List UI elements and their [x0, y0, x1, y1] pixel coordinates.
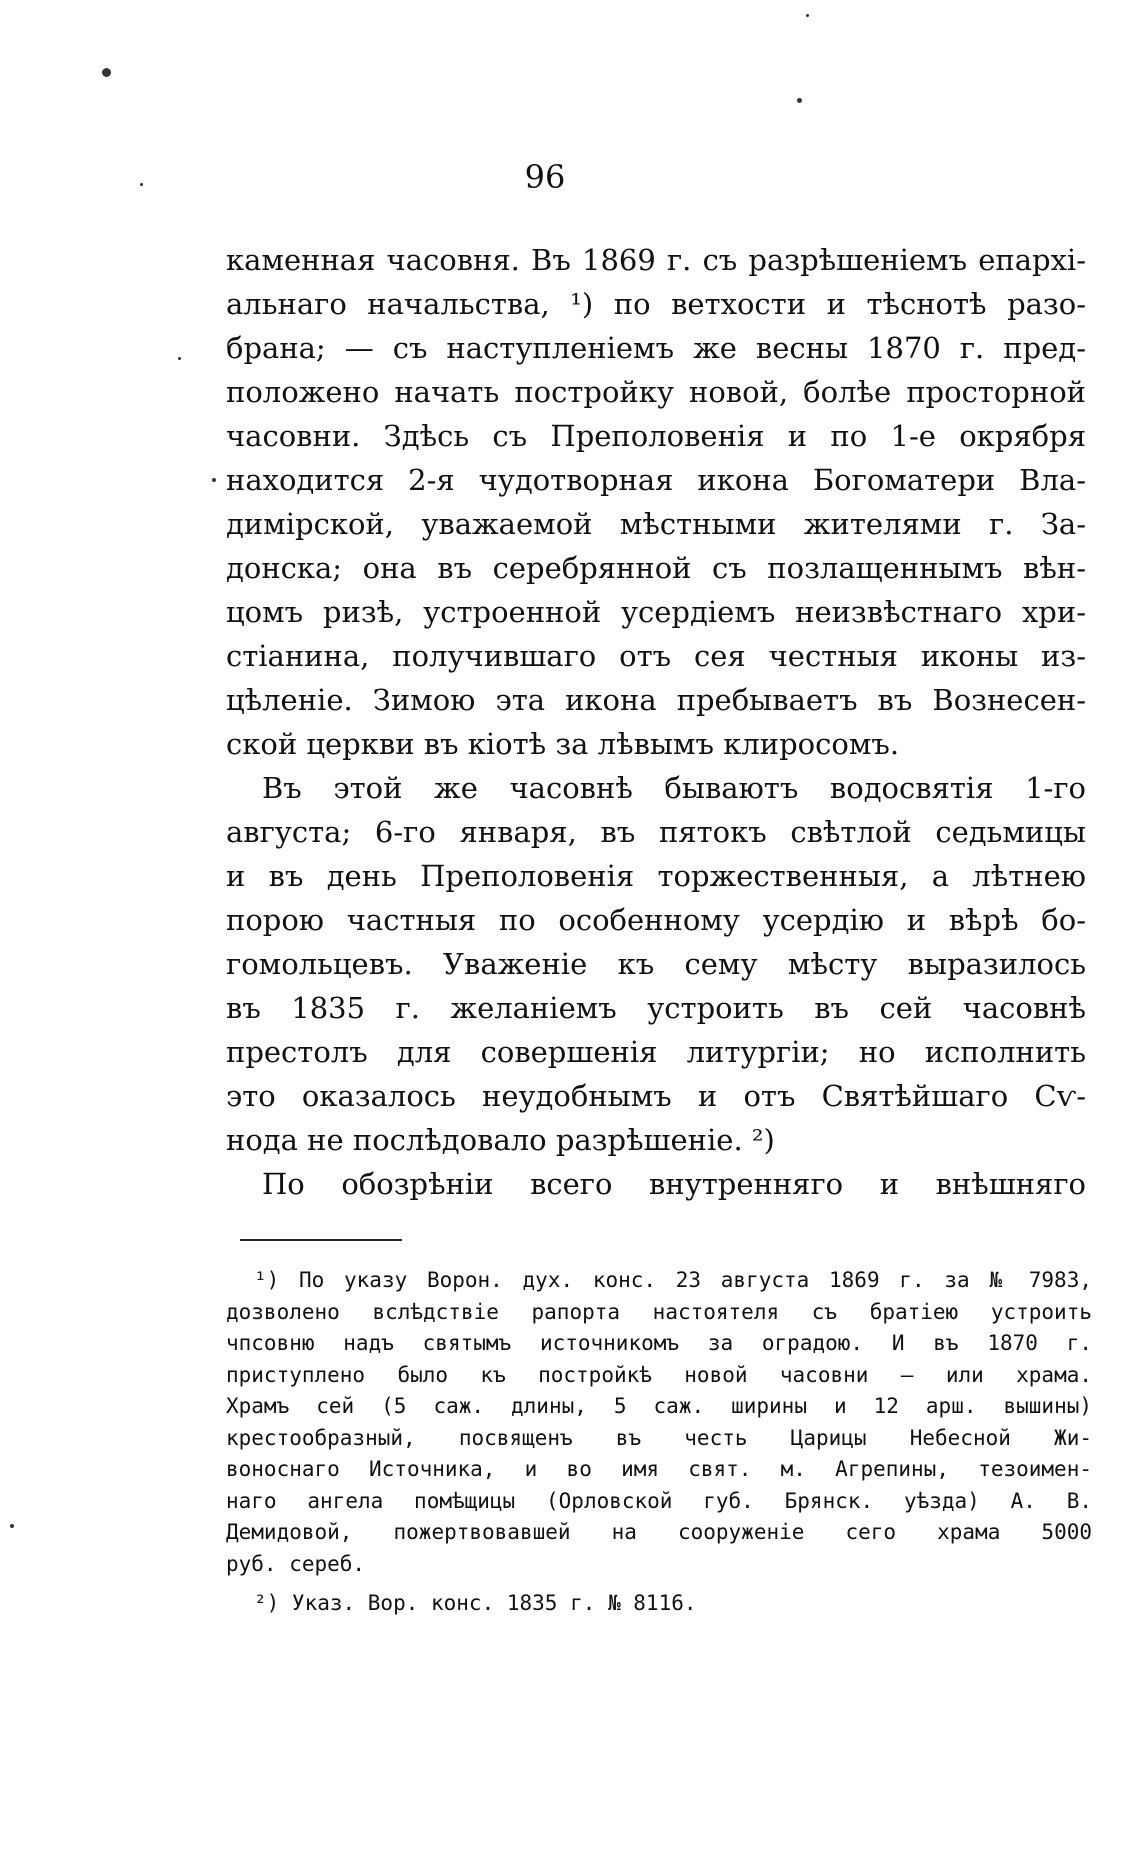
footnotes — [226, 1265, 1092, 1620]
text-line: донска; она въ серебрянной съ позлащеннымъ вѣн- — [226, 551, 1086, 585]
text-line: престолъ для совершенія литургіи; но исполнить — [226, 1035, 1086, 1069]
text-line: брана; — съ наступленіемъ же весны 1870 г. пред- — [226, 331, 1086, 365]
print-speck — [102, 68, 111, 77]
text-line: димірской, уважаемой мѣстными жителями г. За- — [226, 507, 1086, 541]
text-line: порою частныя по особенному усердію и вѣрѣ бо- — [226, 903, 1086, 937]
footnote-line: приступлено было къ постройкѣ новой часовни — или храма. — [226, 1362, 1092, 1387]
print-speck — [212, 478, 216, 482]
print-speck — [797, 98, 802, 103]
footnote-line: крестообразный, посвященъ въ честь Царицы Небесной Жи- — [226, 1425, 1092, 1450]
text-line: цомъ ризѣ, устроенной усердіемъ неизвѣстнаго хри- — [226, 595, 1086, 629]
text-line: альнаго начальства, ¹) по ветхости и тѣснотѣ разо- — [226, 287, 1086, 321]
footnote-line: ¹) По указу Ворон. дух. конс. 23 августа 1869 г. за № 7983, — [254, 1268, 1092, 1292]
text-line: стіанина, получившаго отъ сея честныя иконы из- — [226, 639, 1086, 673]
text-line: гомольцевъ. Уваженіе къ сему мѣсту выразилось — [226, 947, 1086, 981]
print-speck — [806, 14, 809, 17]
text-line: цѣленіе. Зимою эта икона пребываетъ въ Вознесен- — [226, 683, 1086, 717]
main-text — [226, 238, 1086, 1206]
text-line: августа; 6-го января, въ пятокъ свѣтлой седьмицы — [226, 815, 1086, 849]
paragraph-start-line: По обозрѣніи всего внутренняго и внѣшняго — [262, 1167, 1086, 1201]
text-line: и въ день Преполовенія торжественныя, а лѣтнею — [226, 859, 1086, 893]
footnote-line: наго ангела помѣщицы (Орловской губ. Брянск. уѣзда) А. В. — [226, 1488, 1092, 1513]
print-speck — [10, 1524, 14, 1528]
footnote-line: дозволено вслѣдствіе рапорта настоятеля съ братіею устроить — [226, 1299, 1092, 1324]
footnote-line: воноснаго Источника, и во имя свят. м. Агрепины, тезоимен- — [226, 1457, 1092, 1481]
print-speck — [140, 183, 143, 186]
footnote-line: Храмъ сей (5 саж. длины, 5 саж. ширины и 12 арш. вышины) — [226, 1394, 1092, 1418]
print-speck — [178, 357, 181, 360]
footnote-line: ²) Указ. Вор. конс. 1835 г. № 8116. — [254, 1591, 697, 1615]
footnote-line: руб. сереб. — [226, 1551, 366, 1576]
footnote-line: чпсовню надъ святымъ источникомъ за оградою. И въ 1870 г. — [226, 1331, 1092, 1355]
page-number: 96 — [524, 158, 566, 196]
footnote-divider — [240, 1239, 402, 1241]
text-line: нода не послѣдовало разрѣшеніе. ²) — [226, 1123, 775, 1157]
text-line: находится 2-я чудотворная икона Богоматери Вла- — [226, 463, 1086, 497]
text-line: часовни. Здѣсь съ Преполовенія и по 1-е окрября — [226, 419, 1086, 453]
text-line: ской церкви въ кіотѣ за лѣвымъ клиросомъ. — [226, 727, 900, 761]
text-line: въ 1835 г. желаніемъ устроить въ сей часовнѣ — [226, 991, 1086, 1025]
text-line: каменная часовня. Въ 1869 г. съ разрѣшеніемъ епархі- — [226, 243, 1086, 277]
footnote-line: Демидовой, пожертвовавшей на сооруженіе сего храма 5000 — [226, 1520, 1092, 1544]
text-line: это оказалось неудобнымъ и отъ Святѣйшаго Сѵ- — [226, 1079, 1086, 1113]
paragraph-start-line: Въ этой же часовнѣ бываютъ водосвятія 1-го — [262, 771, 1086, 805]
text-line: положено начать постройку новой, болѣе просторной — [226, 375, 1086, 409]
